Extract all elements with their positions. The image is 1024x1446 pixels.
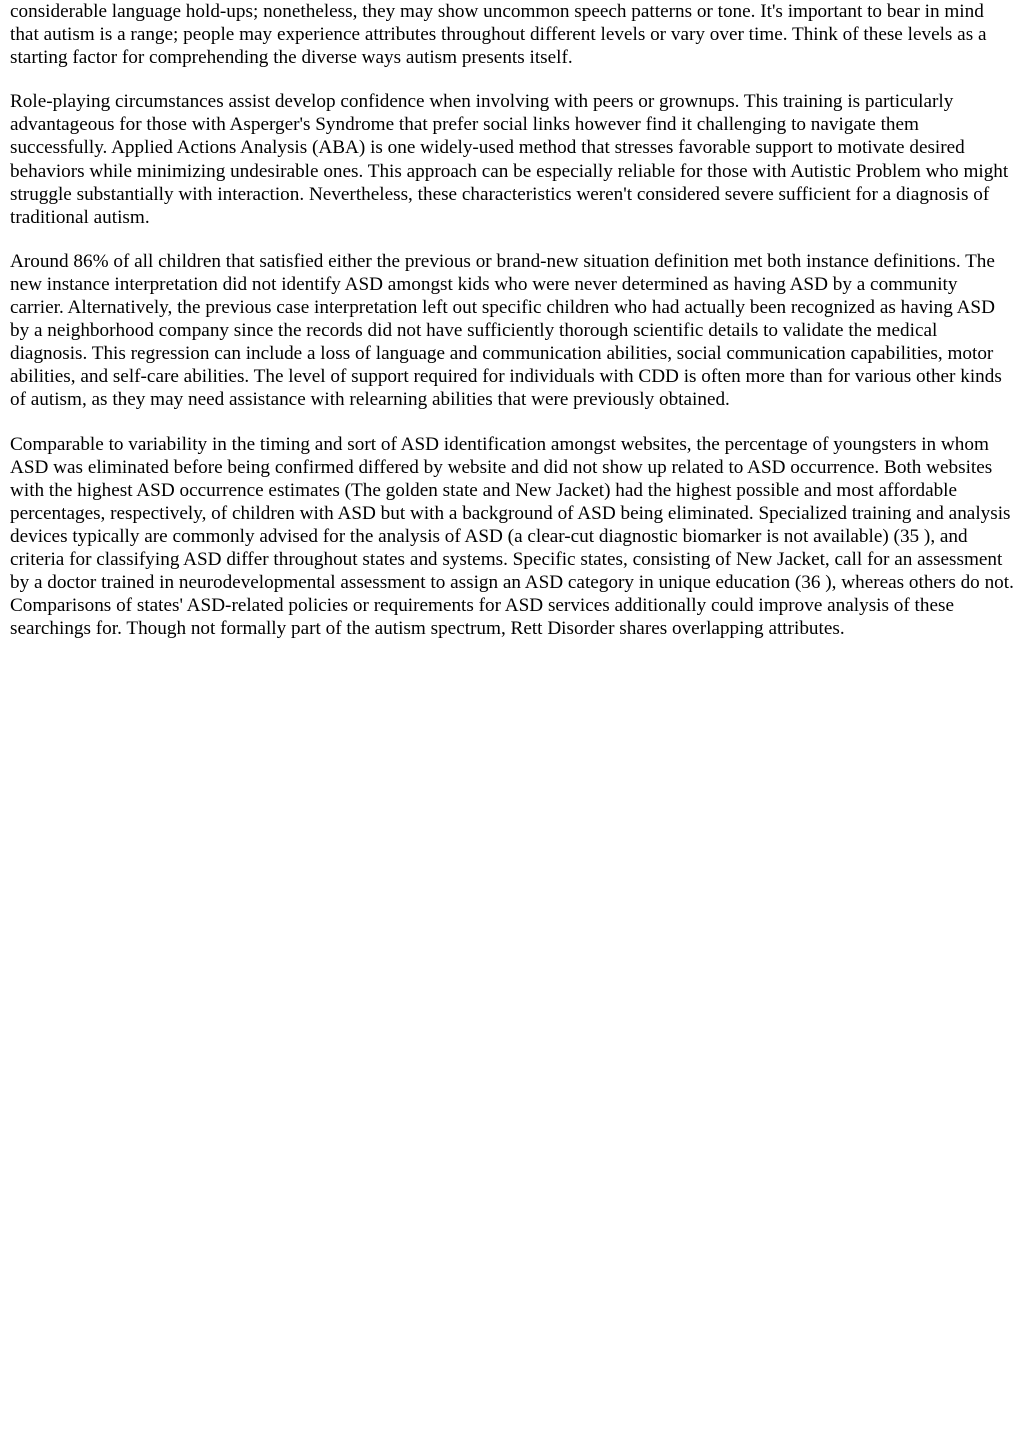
document-body <box>10 0 1014 661</box>
paragraph: considerable language hold-ups; nonetheless, they may show uncommon speech patterns or tone. It's important to bear in mind that autism is a range; people may experience attributes throughout different levels or vary over time. Think of these levels as a starting factor for comprehending the diverse ways autism presents itself. <box>10 1 987 69</box>
paragraph: Around 86% of all children that satisfied either the previous or brand-new situation definition met both instance definitions. The new instance interpretation did not identify ASD amongst kids who were never determined as having ASD by a community carrier. Alternatively, the previous case interpretation left out specific children who had actually been recognized as having ASD by a neighborhood company since the records did not have sufficiently thorough scientific details to validate the medical diagnosis. This regression can include a loss of language and communication abilities, social communication capabilities, motor abilities, and self-care abilities. The level of support required for individuals with CDD is often more than for various other kinds of autism, as they may need assistance with relearning abilities that were previously obtained. <box>10 250 1002 411</box>
paragraph: Role-playing circumstances assist develop confidence when involving with peers or grownups. This training is particularly advantageous for those with Asperger's Syndrome that prefer social links however find it challenging to navigate them successfully. Applied Actions Analysis (ABA) is one widely-used method that stresses favorable support to motivate desired behaviors while minimizing undesirable ones. This approach can be especially reliable for those with Autistic Problem who might struggle substantially with interaction. Nevertheless, these characteristics weren't considered severe sufficient for a diagnosis of traditional autism. <box>10 91 1009 228</box>
paragraph: Comparable to variability in the timing and sort of ASD identification amongst websites, the percentage of youngsters in whom ASD was eliminated before being confirmed differed by website and did not show up related to ASD occurrence. Both websites with the highest ASD occurrence estimates (The golden state and New Jacket) had the highest possible and most affordable percentages, respectively, of children with ASD but with a background of ASD being eliminated. Specialized training and analysis devices typically are commonly advised for the analysis of ASD (a clear-cut diagnostic biomarker is not available) (35 ), and criteria for classifying ASD differ throughout states and systems. Specific states, consisting of New Jacket, call for an assessment by a doctor trained in neurodevelopmental assessment to assign an ASD category in unique education (36 ), whereas others do not. Comparisons of states' ASD-related policies or requirements for ASD services additionally could improve analysis of these searchings for. Though not formally part of the autism spectrum, Rett Disorder shares overlapping attributes. <box>10 433 1014 640</box>
